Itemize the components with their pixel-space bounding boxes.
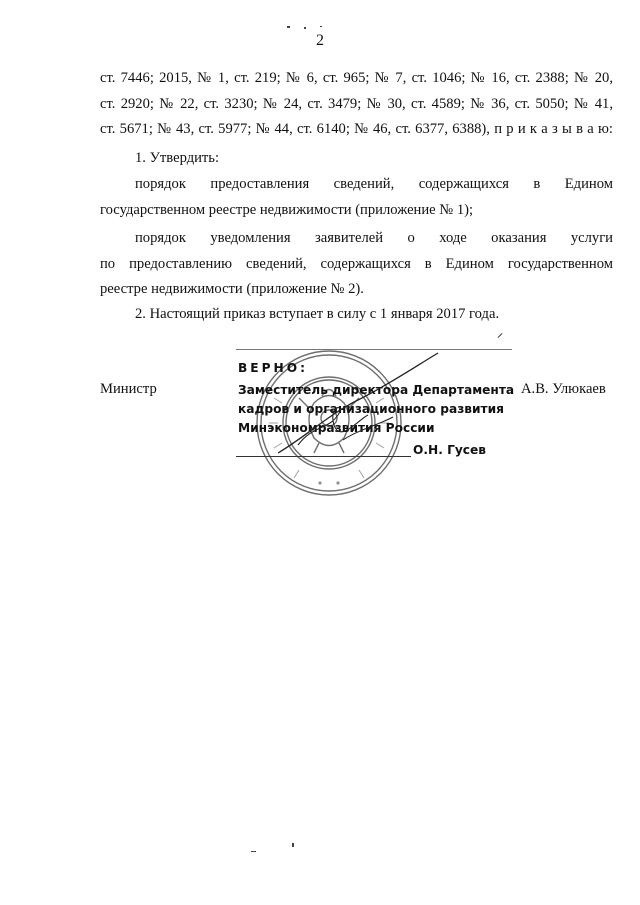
certification-position-line-1: Заместитель директора Департамента bbox=[238, 383, 515, 397]
order-2-line-3: реестре недвижимости (приложение № 2). bbox=[100, 281, 364, 297]
page-number: 2 bbox=[316, 32, 324, 49]
order-2-line-1: порядок уведомления заявителей о ходе оказания услуги bbox=[135, 230, 613, 246]
item-2-paragraph: 2. Настоящий приказ вступает в силу с 1 января 2017 года. bbox=[135, 306, 500, 322]
order-1-line-1: порядок предоставления сведений, содержащихся в Едином bbox=[135, 176, 613, 192]
preamble-line-3-text: ст. 5671; № 43, ст. 5977; № 44, ст. 6140; № 46, ст. 6377, 6388), bbox=[100, 121, 490, 137]
signatory-title: Министр bbox=[100, 381, 157, 397]
scan-mark bbox=[498, 333, 503, 338]
scan-mark bbox=[304, 27, 306, 29]
scan-mark bbox=[320, 26, 322, 27]
preamble-paragraph bbox=[100, 66, 613, 143]
certifier-name: О.Н. Гусев bbox=[413, 443, 486, 457]
item-1-heading: 1. Утвердить: bbox=[135, 150, 220, 166]
scan-mark bbox=[287, 26, 290, 28]
preamble-line-3 bbox=[100, 117, 613, 143]
preamble-line-1: ст. 7446; 2015, № 1, ст. 219; № 6, ст. 965; № 7, ст. 1046; № 16, ст. 2388; № 20, bbox=[100, 70, 613, 86]
order-1-line-2: государственном реестре недвижимости (приложение № 1); bbox=[100, 201, 474, 218]
scan-mark bbox=[251, 851, 256, 852]
order-2-paragraph bbox=[100, 226, 613, 303]
signatory-name: А.В. Улюкаев bbox=[521, 381, 606, 397]
handwritten-signature-icon bbox=[268, 345, 448, 465]
order-2-line-2: по предоставлению сведений, содержащихся в Едином государственном bbox=[100, 255, 613, 272]
certification-position-line-3: Минэкономразвития России bbox=[238, 421, 435, 435]
order-word: п р и к а з ы в а ю: bbox=[494, 121, 613, 137]
certification-position-line-2: кадров и организационного развития bbox=[238, 402, 504, 416]
order-1-paragraph bbox=[100, 172, 613, 223]
certification-verno: ВЕРНО: bbox=[238, 361, 308, 375]
scan-mark bbox=[292, 843, 294, 847]
preamble-line-2: ст. 2920; № 22, ст. 3230; № 24, ст. 3479; № 30, ст. 4589; № 36, ст. 5050; № 41, bbox=[100, 95, 613, 112]
